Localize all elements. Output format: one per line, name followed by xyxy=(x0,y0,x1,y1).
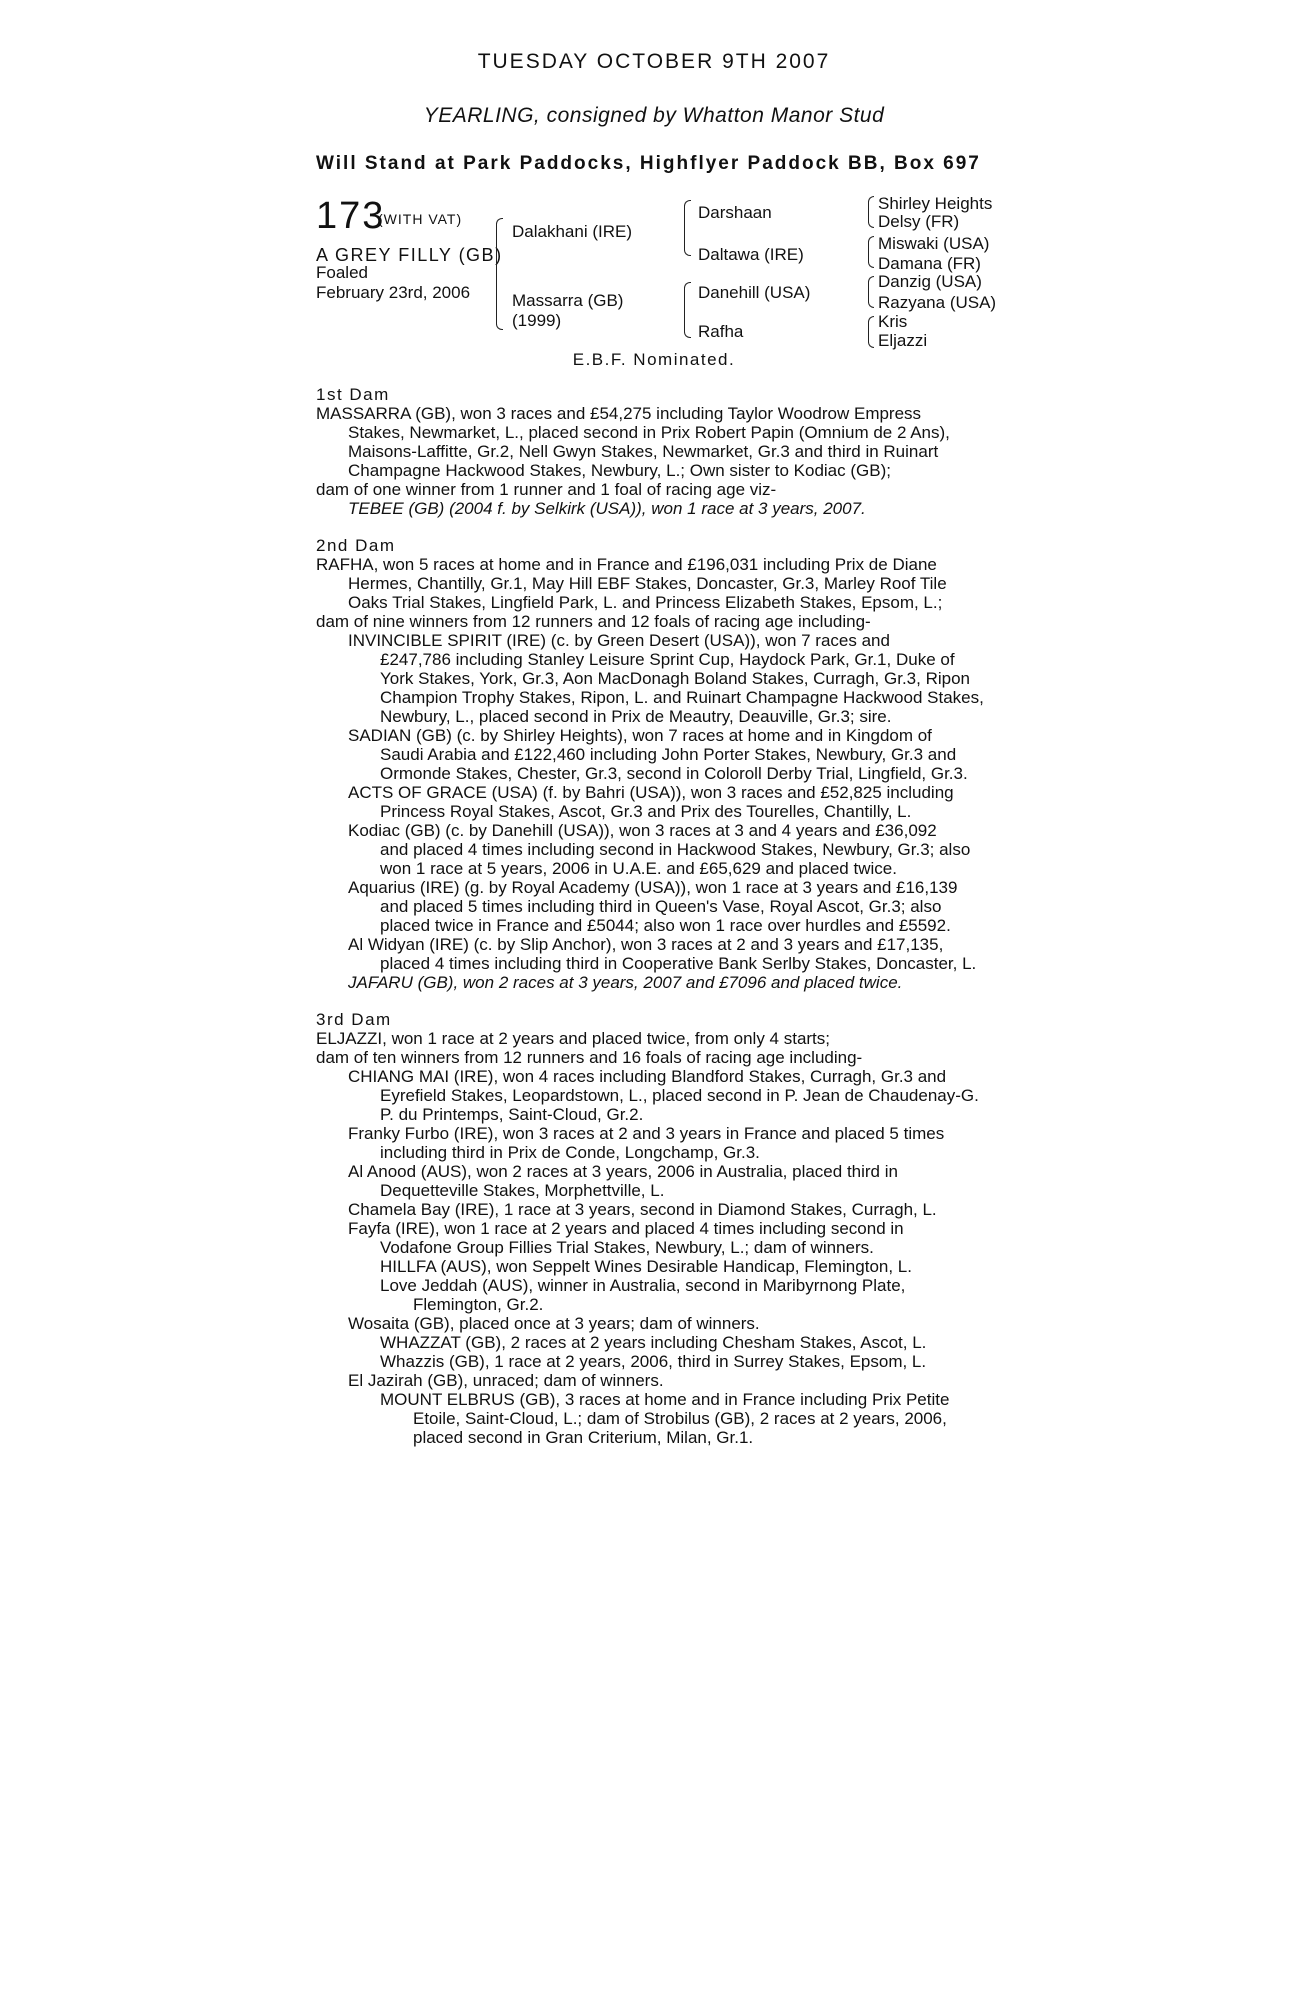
text-line: placed second in Gran Criterium, Milan, Gr.1. xyxy=(413,1428,754,1447)
catalogue-body xyxy=(316,385,1006,1447)
pedigree-sss: Shirley Heights xyxy=(878,194,993,213)
text-line: won 1 race at 5 years, 2006 in U.A.E. and £65,629 and placed twice. xyxy=(380,859,897,878)
first-dam-heading: 1st Dam xyxy=(316,385,390,404)
text-line: placed twice in France and £5044; also won 1 race over hurdles and £5592. xyxy=(380,916,951,935)
text-line: JAFARU (GB), won 2 races at 3 years, 2007 and £7096 and placed twice. xyxy=(348,973,903,992)
second-dam-heading: 2nd Dam xyxy=(316,536,396,555)
text-line: MOUNT ELBRUS (GB), 3 races at home and in France including Prix Petite xyxy=(380,1390,950,1409)
pedigree-brace xyxy=(868,316,874,348)
text-line: WHAZZAT (GB), 2 races at 2 years including Chesham Stakes, Ascot, L. xyxy=(380,1333,927,1352)
pedigree-dam: Massarra (GB) xyxy=(512,291,624,310)
text-line: Wosaita (GB), placed once at 3 years; dam of winners. xyxy=(348,1314,760,1333)
text-line: CHIANG MAI (IRE), won 4 races including Blandford Stakes, Curragh, Gr.3 and xyxy=(348,1067,947,1086)
text-line: Stakes, Newmarket, L., placed second in Prix Robert Papin (Omnium de 2 Ans), xyxy=(348,423,950,442)
sale-date: TUESDAY OCTOBER 9TH 2007 xyxy=(477,50,831,73)
ebf-nomination: E.B.F. Nominated. xyxy=(572,350,736,369)
text-line: Dequetteville Stakes, Morphettville, L. xyxy=(380,1181,665,1200)
text-line: dam of nine winners from 12 runners and 12 foals of racing age including- xyxy=(316,612,871,631)
text-line: Hermes, Chantilly, Gr.1, May Hill EBF Stakes, Doncaster, Gr.3, Marley Roof Tile xyxy=(348,574,947,593)
stabling-location: Will Stand at Park Paddocks, Highflyer Paddock BB, Box 697 xyxy=(316,153,981,174)
lot-number: 173 xyxy=(316,195,386,237)
text-line: P. du Printemps, Saint-Cloud, Gr.2. xyxy=(380,1105,644,1124)
text-line: Whazzis (GB), 1 race at 2 years, 2006, third in Surrey Stakes, Epsom, L. xyxy=(380,1352,927,1371)
text-line: Aquarius (IRE) (g. by Royal Academy (USA)), won 1 race at 3 years and £16,139 xyxy=(348,878,958,897)
text-line: Fayfa (IRE), won 1 race at 2 years and placed 4 times including second in xyxy=(348,1219,904,1238)
pedigree-brace xyxy=(684,200,691,256)
text-line: Vodafone Group Fillies Trial Stakes, Newbury, L.; dam of winners. xyxy=(380,1238,874,1257)
text-line: Champion Trophy Stakes, Ripon, L. and Ruinart Champagne Hackwood Stakes, xyxy=(380,688,984,707)
pedigree-dam-dam: Rafha xyxy=(698,322,744,341)
text-line: SADIAN (GB) (c. by Shirley Heights), won 7 races at home and in Kingdom of xyxy=(348,726,932,745)
pedigree-sire-sire: Darshaan xyxy=(698,203,772,222)
text-line: placed 4 times including third in Cooperative Bank Serlby Stakes, Doncaster, L. xyxy=(380,954,977,973)
text-line: Ormonde Stakes, Chester, Gr.3, second in Coloroll Derby Trial, Lingfield, Gr.3. xyxy=(380,764,968,783)
text-line: Oaks Trial Stakes, Lingfield Park, L. and Princess Elizabeth Stakes, Epsom, L.; xyxy=(348,593,943,612)
text-line: including third in Prix de Conde, Longchamp, Gr.3. xyxy=(380,1143,760,1162)
text-line: dam of ten winners from 12 runners and 16 foals of racing age including- xyxy=(316,1048,863,1067)
foaled-date: February 23rd, 2006 xyxy=(316,283,471,302)
text-line: dam of one winner from 1 runner and 1 foal of racing age viz- xyxy=(316,480,777,499)
text-line: TEBEE (GB) (2004 f. by Selkirk (USA)), won 1 race at 3 years, 2007. xyxy=(348,499,866,518)
text-line: RAFHA, won 5 races at home and in France and £196,031 including Prix de Diane xyxy=(316,555,937,574)
text-line: and placed 5 times including third in Queen's Vase, Royal Ascot, Gr.3; also xyxy=(380,897,942,916)
pedigree-brace xyxy=(868,276,874,308)
third-dam-heading: 3rd Dam xyxy=(316,1010,392,1029)
pedigree-ddd: Eljazzi xyxy=(878,331,928,350)
text-line: Etoile, Saint-Cloud, L.; dam of Strobilus (GB), 2 races at 2 years, 2006, xyxy=(413,1409,947,1428)
text-line: Champagne Hackwood Stakes, Newbury, L.; Own sister to Kodiac (GB); xyxy=(348,461,891,480)
text-line: Love Jeddah (AUS), winner in Australia, second in Maribyrnong Plate, xyxy=(380,1276,906,1295)
pedigree-brace xyxy=(684,282,691,338)
text-line: Newbury, L., placed second in Prix de Meautry, Deauville, Gr.3; sire. xyxy=(380,707,892,726)
horse-description: A GREY FILLY (GB) xyxy=(316,245,503,265)
text-line: and placed 4 times including second in Hackwood Stakes, Newbury, Gr.3; also xyxy=(380,840,971,859)
pedigree-brace xyxy=(496,218,503,330)
pedigree-dds: Kris xyxy=(878,312,908,331)
pedigree-dam-year: (1999) xyxy=(512,311,562,330)
text-line: Saudi Arabia and £122,460 including John Porter Stakes, Newbury, Gr.3 and xyxy=(380,745,957,764)
text-line: ACTS OF GRACE (USA) (f. by Bahri (USA)), won 3 races and £52,825 including xyxy=(348,783,954,802)
pedigree-sds: Miswaki (USA) xyxy=(878,234,990,253)
pedigree-dsd: Razyana (USA) xyxy=(878,293,997,312)
text-line: Franky Furbo (IRE), won 3 races at 2 and 3 years in France and placed 5 times xyxy=(348,1124,945,1143)
text-line: Princess Royal Stakes, Ascot, Gr.3 and Prix des Tourelles, Chantilly, L. xyxy=(380,802,912,821)
foaled-label: Foaled xyxy=(316,263,368,282)
pedigree-sdd: Damana (FR) xyxy=(878,254,981,273)
text-line: Chamela Bay (IRE), 1 race at 3 years, second in Diamond Stakes, Curragh, L. xyxy=(348,1200,937,1219)
text-line: Al Anood (AUS), won 2 races at 3 years, 2006 in Australia, placed third in xyxy=(348,1162,898,1181)
text-line: MASSARRA (GB), won 3 races and £54,275 including Taylor Woodrow Empress xyxy=(316,404,922,423)
pedigree-ssd: Delsy (FR) xyxy=(878,212,960,231)
pedigree-brace xyxy=(868,236,874,268)
text-line: Al Widyan (IRE) (c. by Slip Anchor), won 3 races at 2 and 3 years and £17,135, xyxy=(348,935,944,954)
pedigree-brace xyxy=(868,196,874,228)
vat-note: (WITH VAT) xyxy=(378,211,463,227)
text-line: Kodiac (GB) (c. by Danehill (USA)), won 3 races at 3 and 4 years and £36,092 xyxy=(348,821,937,840)
text-line: HILLFA (AUS), won Seppelt Wines Desirable Handicap, Flemington, L. xyxy=(380,1257,912,1276)
pedigree-sire-dam: Daltawa (IRE) xyxy=(698,245,804,264)
pedigree-dam-sire: Danehill (USA) xyxy=(698,283,811,302)
text-line: ELJAZZI, won 1 race at 2 years and placed twice, from only 4 starts; xyxy=(316,1029,831,1048)
consignor-line: YEARLING, consigned by Whatton Manor Stud xyxy=(423,104,885,127)
pedigree-sire: Dalakhani (IRE) xyxy=(512,222,632,241)
text-line: Maisons-Laffitte, Gr.2, Nell Gwyn Stakes, Newmarket, Gr.3 and third in Ruinart xyxy=(348,442,939,461)
text-line: INVINCIBLE SPIRIT (IRE) (c. by Green Desert (USA)), won 7 races and xyxy=(348,631,890,650)
text-line: Eyrefield Stakes, Leopardstown, L., placed second in P. Jean de Chaudenay-G. xyxy=(380,1086,979,1105)
pedigree-dss: Danzig (USA) xyxy=(878,272,982,291)
text-line: El Jazirah (GB), unraced; dam of winners. xyxy=(348,1371,664,1390)
text-line: Flemington, Gr.2. xyxy=(413,1295,544,1314)
text-line: York Stakes, York, Gr.3, Aon MacDonagh Boland Stakes, Curragh, Gr.3, Ripon xyxy=(380,669,970,688)
text-line: £247,786 including Stanley Leisure Sprint Cup, Haydock Park, Gr.1, Duke of xyxy=(380,650,955,669)
